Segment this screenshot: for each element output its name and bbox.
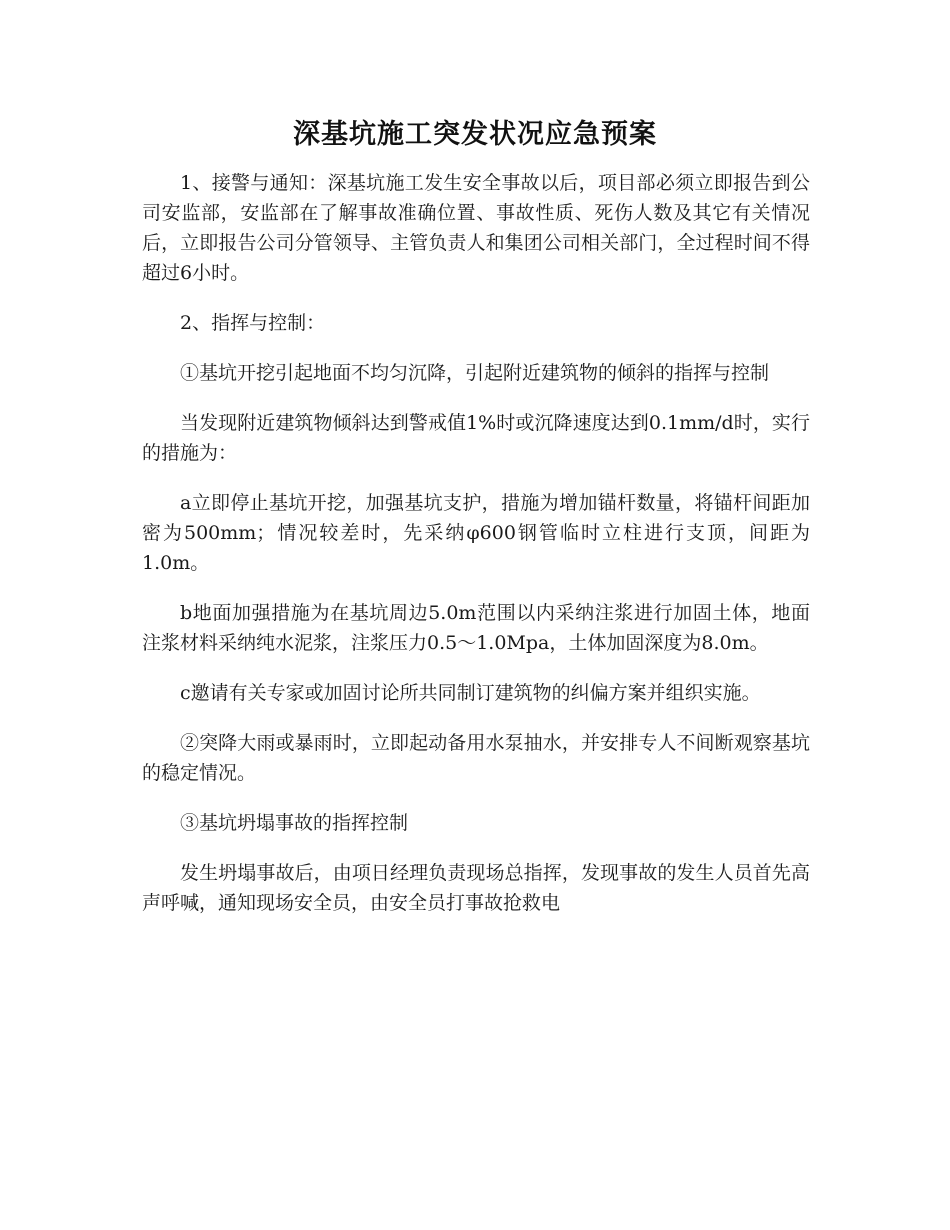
paragraph-collapse-response: 发生坍塌事故后，由项日经理负责现场总指挥，发现事故的发生人员首先高声呼喊，通知现场安全员，由安全员打事故抢救电 [142,862,810,914]
document-body [142,168,810,938]
paragraph-tilt-threshold: 当发现附近建筑物倾斜达到警戒值1%时或沉降速度达到0.1mm/d时，实行的措施为： [142,412,810,464]
paragraph-settlement-heading: ①基坑开挖引起地面不均匀沉降，引起附近建筑物的倾斜的指挥与控制 [180,362,770,384]
paragraph-measure-b: b地面加强措施为在基坑周边5.0m范围以内采纳注浆进行加固土体，地面注浆材料采纳纯水泥浆，注浆压力0.5～1.0Mpa，土体加固深度为8.0m。 [142,602,810,654]
paragraph-command-heading: 2、指挥与控制： [180,312,326,334]
document-title: 深基坑施工突发状况应急预案 [293,119,657,150]
paragraph-notification: 1、接警与通知：深基坑施工发生安全事故以后，项目部必须立即报告到公司安监部，安监部在了解事故准确位置、事故性质、死伤人数及其它有关情况后，立即报告公司分管领导、主管负责人和集团公司相关部门，全过程时间不得超过6小时。 [142,172,810,284]
paragraph-measure-a: a立即停止基坑开挖，加强基坑支护，措施为增加锚杆数量，将锚杆间距加密为500mm；情况较差时，先采纳φ600钢管临时立柱进行支顶，间距为1.0m。 [142,492,810,574]
paragraph-heavy-rain: ②突降大雨或暴雨时，立即起动备用水泵抽水，并安排专人不间断观察基坑的稳定情况。 [142,732,810,784]
paragraph-collapse-heading: ③基坑坍塌事故的指挥控制 [180,812,409,834]
paragraph-measure-c: c邀请有关专家或加固讨论所共同制订建筑物的纠偏方案并组织实施。 [180,682,761,704]
